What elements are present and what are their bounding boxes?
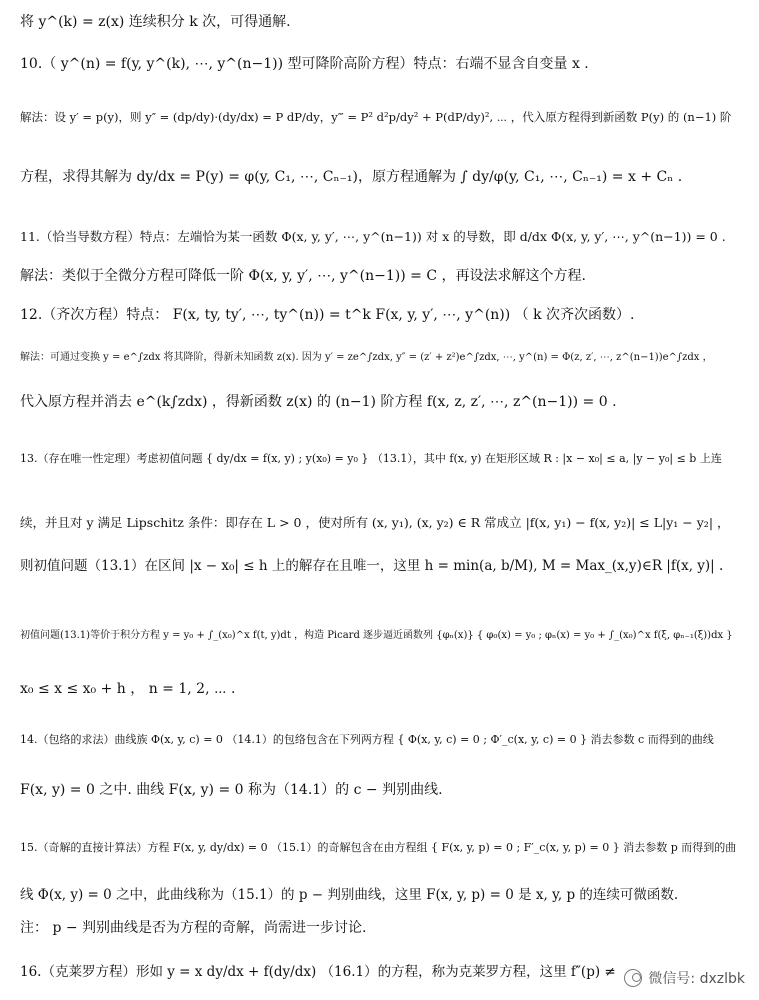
watermark [624, 968, 745, 988]
text-line-11: 续，并且对 y 满足 Lipschitz 条件：即存在 L > 0 ，使对所有 (x, y₁), (x, y₂) ∈ R 常成立 |f(x, y₁) − f(x, y₂)| ≤ L|y₁ − y₂| ， [20, 515, 730, 530]
text-line-8: 解法：可通过变换 y = e^∫zdx 将其降阶，得新未知函数 z(x). 因为 y′ = ze^∫zdx, y″ = (z′ + z²)e^∫zdx, ⋯, y^(n) = Φ(z, z′, ⋯, z^(n−1))e^∫zdx ， [20, 352, 713, 363]
text-line-1: 将 y^(k) = z(x) 连续积分 k 次，可得通解. [20, 14, 291, 30]
text-line-19: 注： p − 判别曲线是否为方程的奇解，尚需进一步讨论. [20, 920, 367, 936]
text-line-14: x₀ ≤ x ≤ x₀ + h ， n = 1, 2, ⋯ . [20, 681, 236, 697]
text-line-2: 10.（ y^(n) = f(y, y^(k), ⋯, y^(n−1)) 型可降阶高阶方程）特点：右端不显含自变量 x . [20, 56, 589, 72]
watermark-text: 微信号: dxzlbk [648, 971, 745, 987]
text-line-16: F(x, y) = 0 之中. 曲线 F(x, y) = 0 称为（14.1）的 c − 判别曲线. [20, 782, 443, 798]
text-line-15: 14.（包络的求法）曲线族 Φ(x, y, c) = 0 （14.1）的包络包含在下列两方程 { Φ(x, y, c) = 0 ; Φ′_c(x, y, c) = 0 } 消去参数 c 而得到的曲线 [20, 733, 714, 746]
text-line-10: 13.（存在唯一性定理）考虑初值问题 { dy/dx = f(x, y) ; y(x₀) = y₀ } （13.1），其中 f(x, y) 在矩形区域 R : |x − x₀| ≤ a, |y − y₀| ≤ b 上连 [20, 452, 722, 465]
text-line-6: 解法：类似于全微分方程可降低一阶 Φ(x, y, y′, ⋯, y^(n−1)) = C ，再设法求解这个方程. [20, 268, 586, 284]
text-line-3: 解法：设 y′ = p(y)，则 y″ = (dp/dy)·(dy/dx) = P dP/dy，y‴ = P² d²p/dy² + P(dP/dy)², ⋯ ，代入原方程得到新函数 P(y) 的 (n−1) 阶 [20, 110, 732, 124]
text-line-5: 11.（恰当导数方程）特点：左端恰为某一函数 Φ(x, y, y′, ⋯, y^(n−1)) 对 x 的导数，即 d/dx Φ(x, y, y′, ⋯, y^(n−1)) = 0 . [20, 229, 726, 244]
text-line-17: 15.（奇解的直接计算法）方程 F(x, y, dy/dx) = 0 （15.1）的奇解包含在由方程组 { F(x, y, p) = 0 ; F′_c(x, y, p) = 0 } 消去参数 p 而得到的曲 [20, 841, 737, 854]
text-line-4: 方程，求得其解为 dy/dx = P(y) = φ(y, C₁, ⋯, Cₙ₋₁)，原方程通解为 ∫ dy/φ(y, C₁, ⋯, Cₙ₋₁) = x + Cₙ . [20, 169, 683, 185]
text-line-7: 12.（齐次方程）特点： F(x, ty, ty′, ⋯, ty^(n)) = t^k F(x, y, y′, ⋯, y^(n)) （ k 次齐次函数）. [20, 307, 635, 323]
text-line-18: 线 Φ(x, y) = 0 之中，此曲线称为（15.1）的 p − 判别曲线，这里 F(x, y, p) = 0 是 x, y, p 的连续可微函数. [20, 887, 679, 903]
text-line-13: 初值问题(13.1)等价于积分方程 y = y₀ + ∫_(x₀)^x f(t, y)dt ，构造 Picard 逐步逼近函数列 {φₙ(x)} { φ₀(x) = y₀ ; φₙ(x) = y₀ + ∫_(x₀)^x f(ξ, φₙ₋₁(ξ))dx } [20, 630, 733, 641]
wechat-icon [624, 969, 642, 987]
text-line-20: 16.（克莱罗方程）形如 y = x dy/dx + f(dy/dx) （16.1）的方程，称为克莱罗方程，这里 f″(p) ≠ [20, 964, 616, 980]
text-line-9: 代入原方程并消去 e^(k∫zdx) ，得新函数 z(x) 的 (n−1) 阶方程 f(x, z, z′, ⋯, z^(n−1)) = 0 . [20, 394, 617, 410]
text-line-12: 则初值问题（13.1）在区间 |x − x₀| ≤ h 上的解存在且唯一，这里 h = min(a, b/M), M = Max_(x,y)∈R |f(x, y)| . [20, 558, 724, 574]
